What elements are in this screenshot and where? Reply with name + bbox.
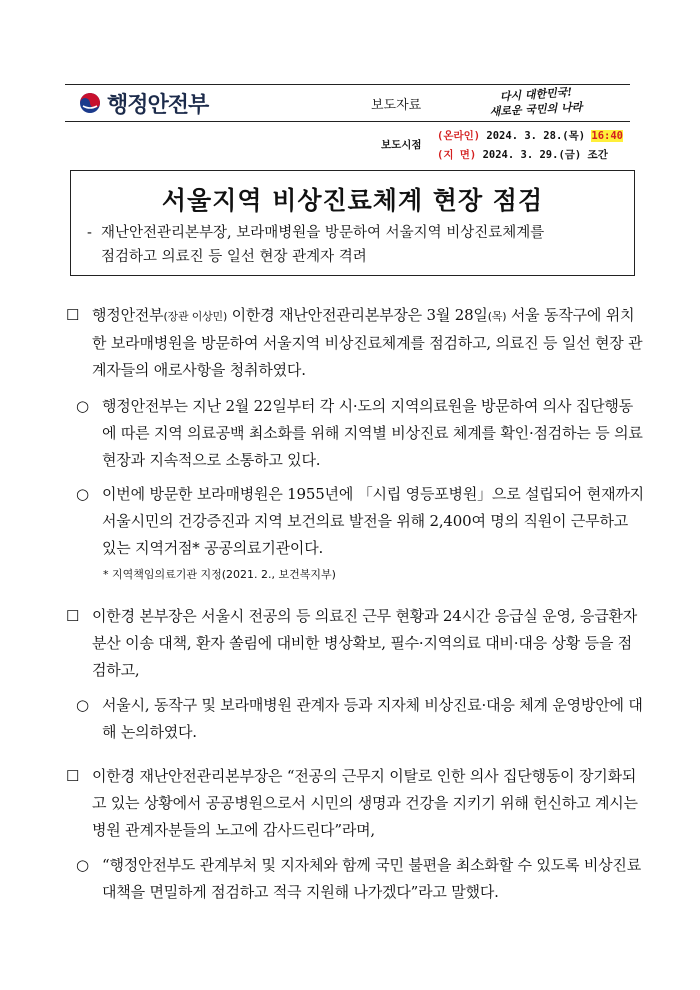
slogan-line-2: 새로운 국민의 나라 bbox=[489, 100, 583, 119]
paragraph-7-text: “행정안전부도 관계부처 및 지자체와 함께 국민 불편을 최소화할 수 있도록 비상진료대책을 면밀하게 점검하고 적극 지원해 나가겠다”라고 말했다. bbox=[102, 856, 642, 901]
ministry-name: 행정안전부 bbox=[107, 92, 209, 118]
paragraph-3 bbox=[76, 481, 644, 562]
paragraph-4 bbox=[66, 603, 644, 684]
print-tag: (지 면) bbox=[437, 149, 477, 161]
square-bullet-icon: ☐ bbox=[66, 306, 80, 324]
online-date: 2024. 3. 28.(목) bbox=[486, 130, 586, 142]
online-time: 16:40 bbox=[591, 130, 623, 142]
online-tag: (온라인) bbox=[437, 130, 481, 142]
footnote bbox=[103, 567, 336, 583]
paragraph-5 bbox=[76, 692, 644, 746]
paragraph-2 bbox=[76, 393, 644, 474]
subtitle-line-2: 점검하고 의료진 등 일선 현장 관계자 격려 bbox=[101, 249, 367, 265]
paragraph-5-text: 서울시, 동작구 및 보라매병원 관계자 등과 지자체 비상진료·대응 체계 운영방안에 대해 논의하였다. bbox=[102, 696, 643, 741]
paragraph-1-text bbox=[66, 302, 644, 384]
p1-minister-note: (장관 이상민) bbox=[163, 310, 228, 323]
p1-part-b: 이한경 재난안전관리본부장은 3월 28일 bbox=[227, 306, 488, 324]
online-release-row bbox=[437, 127, 637, 146]
paragraph-6 bbox=[66, 763, 644, 844]
subtitle-dash: - bbox=[87, 225, 92, 241]
circle-bullet-icon: ○ bbox=[76, 397, 89, 415]
release-time-label: 보도시점 bbox=[381, 139, 422, 151]
release-type-label: 보도자료 bbox=[371, 98, 422, 113]
title-box bbox=[70, 170, 635, 276]
paragraph-7 bbox=[76, 852, 644, 906]
square-bullet-icon: ☐ bbox=[66, 607, 80, 625]
p1-weekday: (목) bbox=[487, 310, 507, 323]
circle-bullet-icon: ○ bbox=[76, 856, 89, 874]
square-bullet-icon: ☐ bbox=[66, 767, 80, 785]
print-date: 2024. 3. 29.(금) 조간 bbox=[482, 149, 608, 161]
footnote-source: (2021. 2., 보건복지부) bbox=[221, 568, 336, 581]
paragraph-1 bbox=[66, 302, 644, 384]
page-title: 서울지역 비상진료체계 현장 점검 bbox=[161, 186, 544, 215]
subtitle-line-1: 재난안전관리본부장, 보라매병원을 방문하여 서울지역 비상진료체계를 bbox=[101, 225, 545, 241]
print-release-row bbox=[437, 146, 637, 165]
paragraph-4-text: 이한경 본부장은 서울시 전공의 등 의료진 근무 현황과 24시간 응급실 운영, 응급환자 분산 이송 대책, 환자 쏠림에 대비한 병상확보, 필수·지역의료 대비·대응 상황 등을 점검하고, bbox=[92, 607, 638, 679]
ministry-logo bbox=[65, 88, 208, 119]
slogan-signature bbox=[472, 87, 600, 117]
subtitle bbox=[87, 221, 617, 269]
paragraph-3-text: 이번에 방문한 보라매병원은 1955년에 「시립 영등포병원」으로 설립되어 현재까지 서울시민의 건강증진과 지역 보건의료 발전을 위해 2,400여 명의 직원이 근무하고 있는 지역거점* 공공의료기관이다. bbox=[102, 485, 644, 557]
circle-bullet-icon: ○ bbox=[76, 485, 89, 503]
paragraph-2-text: 행정안전부는 지난 2월 22일부터 각 시·도의 지역의료원을 방문하여 의사 집단행동에 따른 지역 의료공백 최소화를 위해 지역별 비상진료 체계를 확인·점검하는 등 의료현장과 지속적으로 소통하고 있다. bbox=[102, 397, 643, 469]
p1-part-c: 서울 동작구에 위치한 보라매병원을 방문하여 서울지역 비상진료체계를 점검하고, 의료진 등 일선 현장 관계자들의 애로사항을 청취하였다. bbox=[92, 306, 643, 379]
press-header bbox=[65, 84, 630, 122]
p1-ministry: 행정안전부 bbox=[92, 306, 164, 324]
circle-bullet-icon: ○ bbox=[76, 696, 89, 714]
paragraph-6-text: 이한경 재난안전관리본부장은 “전공의 근무지 이탈로 인한 의사 집단행동이 장기화되고 있는 상황에서 공공병원으로서 시민의 생명과 건강을 지키기 위해 헌신하고 계시는 병원 관계자분들의 노고에 감사드린다”라며, bbox=[92, 767, 638, 839]
slogan-line-1: 다시 대한민국! bbox=[499, 85, 573, 104]
taegeuk-emblem-icon bbox=[79, 92, 101, 114]
footnote-text: * 지역책임의료기관 지정 bbox=[103, 568, 222, 581]
